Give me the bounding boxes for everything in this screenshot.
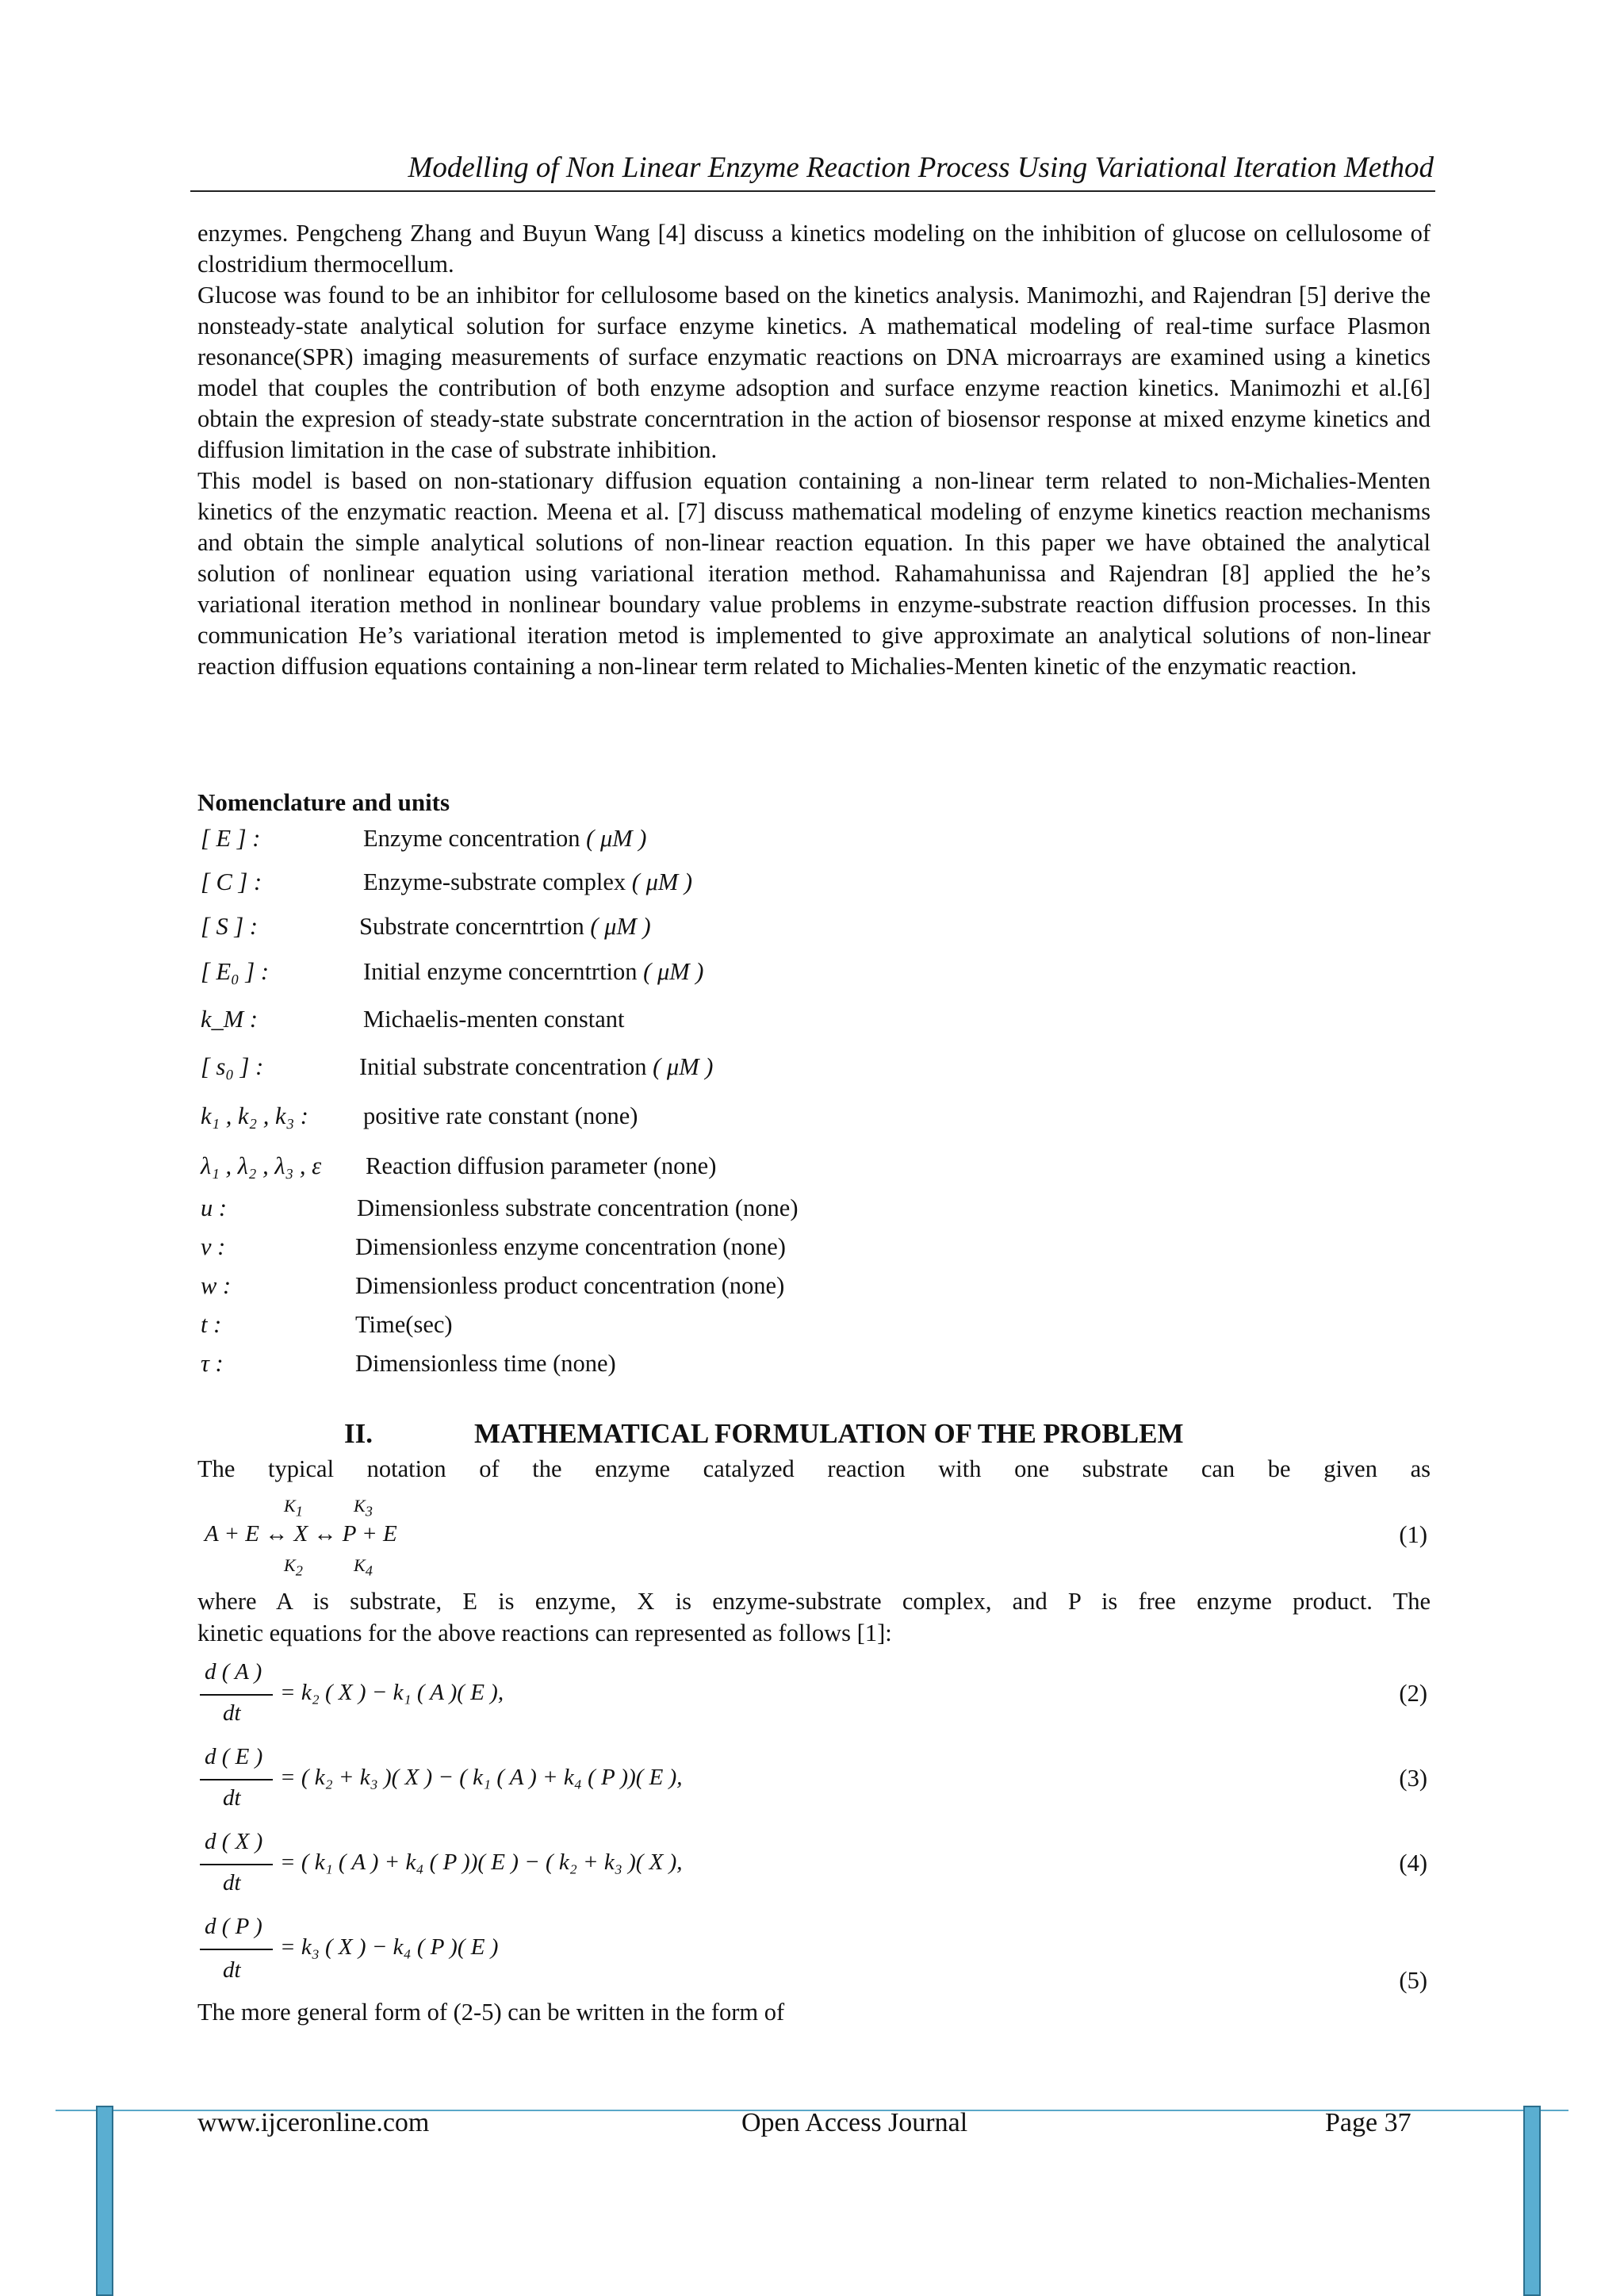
nomenclature-symbol: k_M :	[201, 1006, 258, 1033]
nomenclature-definition: Dimensionless substrate concentration (none)	[357, 1194, 799, 1221]
nomenclature-symbol: v :	[201, 1233, 226, 1260]
nomenclature-symbol: λ₁ , λ₂ , λ₃ , ε	[201, 1152, 322, 1179]
equation-number: (3)	[1399, 1765, 1427, 1792]
nomenclature-definition: Time(sec)	[355, 1311, 453, 1338]
reaction-equation: A + E ↔ X ↔ P + E	[205, 1521, 397, 1547]
nomenclature-unit: ( μM )	[653, 1053, 714, 1080]
typical-notation-line: The typical notation of the enzyme catalyzed reaction with one substrate can be given as	[197, 1455, 1431, 1482]
intro-text	[197, 218, 1431, 682]
where-line-2: kinetic equations for the above reactions can represented as follows [1]:	[197, 1619, 892, 1646]
nomenclature-symbol: t :	[201, 1311, 222, 1338]
nomenclature-definition: Michaelis-menten constant	[363, 1006, 625, 1033]
fraction-bar	[200, 1864, 273, 1865]
fraction-bar	[200, 1694, 273, 1696]
rate-k2-label: $K_2$	[284, 1555, 303, 1579]
nomenclature-symbol: [ s₀ ] :	[201, 1053, 264, 1080]
running-title: Modelling of Non Linear Enzyme Reaction Process Using Variational Iteration Method	[408, 151, 1434, 184]
equation-rhs: = k₂ ( X ) − k₁ ( A )( E ),	[280, 1680, 504, 1705]
equation-denominator: dt	[223, 1700, 241, 1726]
equation-numerator: d ( X )	[205, 1829, 263, 1854]
intro-paragraph-2: Glucose was found to be an inhibitor for cellulosome based on the kinetics analysis. Manimozhi, and Rajendran [5] derive the nonsteady-state analytical solution for surface enzyme kinetics. A mathematical modeling of real-time surface Plasmon resonance(SPR) imaging measurements of surface enzymatic reactions on DNA microarrays are examined using a kinetics model that couples the contribution of both enzyme adsoption and surface enzyme reaction kinetics. Manimozhi et al.[6] obtain the expresion of steady-state substrate concerntration in the action of biosensor response at mixed enzyme kinetics and diffusion limitation in the case of substrate inhibition.	[197, 282, 1431, 463]
equation-number: (4)	[1399, 1849, 1427, 1876]
nomenclature-definition: Initial enzyme concerntrtion	[363, 958, 638, 985]
rate-k1-label: $K_1$	[284, 1496, 303, 1520]
equation-denominator: dt	[223, 1870, 241, 1895]
footer-page-number: Page 37	[1325, 2108, 1411, 2137]
nomenclature-definition: Initial substrate concentration	[359, 1053, 647, 1080]
nomenclature-definition: positive rate constant (none)	[363, 1102, 638, 1129]
general-form-line: The more general form of (2-5) can be written in the form of	[197, 1999, 785, 2026]
equation-number: (1)	[1399, 1521, 1427, 1548]
fraction-bar	[200, 1779, 273, 1780]
equation-number: (5)	[1399, 1967, 1427, 1994]
fraction-bar	[200, 1949, 273, 1950]
nomenclature-symbol: [ C ] :	[201, 868, 262, 895]
equation-denominator: dt	[223, 1785, 241, 1811]
equation-rhs: = ( k₂ + k₃ )( X ) − ( k₁ ( A ) + k₄ ( P ))( E ),	[280, 1765, 683, 1790]
section-title: MATHEMATICAL FORMULATION OF THE PROBLEM	[474, 1418, 1184, 1449]
nomenclature-definition: Enzyme concentration	[363, 825, 580, 852]
equation-denominator: dt	[223, 1957, 241, 1983]
nomenclature-unit: ( μM )	[586, 825, 647, 852]
nomenclature-definition: Dimensionless product concentration (none)	[355, 1272, 785, 1299]
footer-left-bar	[96, 2106, 113, 2296]
where-line-1: where A is substrate, E is enzyme, X is enzyme-substrate complex, and P is free enzyme product. The	[197, 1588, 1431, 1615]
nomenclature-symbol: τ :	[201, 1350, 224, 1377]
equation-numerator: d ( A )	[205, 1659, 262, 1685]
nomenclature-definition: Enzyme-substrate complex	[363, 868, 626, 895]
nomenclature-unit: ( μM )	[631, 868, 693, 895]
nomenclature-unit: ( μM )	[643, 958, 704, 985]
section-number: II.	[344, 1418, 373, 1449]
equation-rhs: = k₃ ( X ) − k₄ ( P )( E )	[280, 1934, 499, 1960]
nomenclature-definition: Dimensionless time (none)	[355, 1350, 616, 1377]
nomenclature-definition: Substrate concerntrtion	[359, 913, 584, 940]
footer-website: www.ijceronline.com	[197, 2108, 430, 2137]
intro-paragraph-3: This model is based on non-stationary diffusion equation containing a non-linear term related to non-Michalies-Menten kinetics of the enzymatic reaction. Meena et al. [7] discuss mathematical modeling of enzyme kinetics reaction mechanisms and obtain the simple analytical solutions of non-linear reaction equation. In this paper we have obtained the analytical solution of nonlinear equation using variational iteration method. Rahamahunissa and Rajendran [8] applied the he’s variational iteration method in nonlinear boundary value problems in enzyme-substrate reaction diffusion processes. In this communication He’s variational iteration metod is implemented to give approximate an analytical solutions of non-linear reaction diffusion equations containing a non-linear term related to Michalies-Menten kinetic of the enzymatic reaction.	[197, 467, 1431, 680]
nomenclature-symbol: k₁ , k₂ , k₃ :	[201, 1102, 308, 1129]
equation-numerator: d ( P )	[205, 1914, 262, 1939]
nomenclature-definition: Dimensionless enzyme concentration (none)	[355, 1233, 786, 1260]
equation-rhs: = ( k₁ ( A ) + k₄ ( P ))( E ) − ( k₂ + k₃ )( X ),	[280, 1849, 683, 1875]
nomenclature-symbol: [ E₀ ] :	[201, 958, 270, 985]
footer-right-bar	[1523, 2106, 1541, 2296]
nomenclature-title: Nomenclature and units	[197, 788, 450, 816]
rate-k3-label: $K_3$	[354, 1496, 373, 1520]
nomenclature-symbol: u :	[201, 1194, 228, 1221]
equation-numerator: d ( E )	[205, 1744, 263, 1769]
nomenclature-symbol: [ E ] :	[201, 825, 261, 852]
nomenclature-unit: ( μM )	[590, 913, 651, 940]
nomenclature-symbol: w :	[201, 1272, 232, 1299]
nomenclature-symbol: [ S ] :	[201, 913, 259, 940]
intro-paragraph-1: enzymes. Pengcheng Zhang and Buyun Wang [4] discuss a kinetics modeling on the inhibition of glucose on cellulosome of clostridium thermocellum.	[197, 220, 1431, 278]
rate-k4-label: $K_4$	[354, 1555, 373, 1579]
header-rule	[190, 190, 1435, 192]
nomenclature-definition: Reaction diffusion parameter (none)	[366, 1152, 717, 1179]
footer-journal: Open Access Journal	[741, 2108, 968, 2137]
equation-number: (2)	[1399, 1680, 1427, 1707]
